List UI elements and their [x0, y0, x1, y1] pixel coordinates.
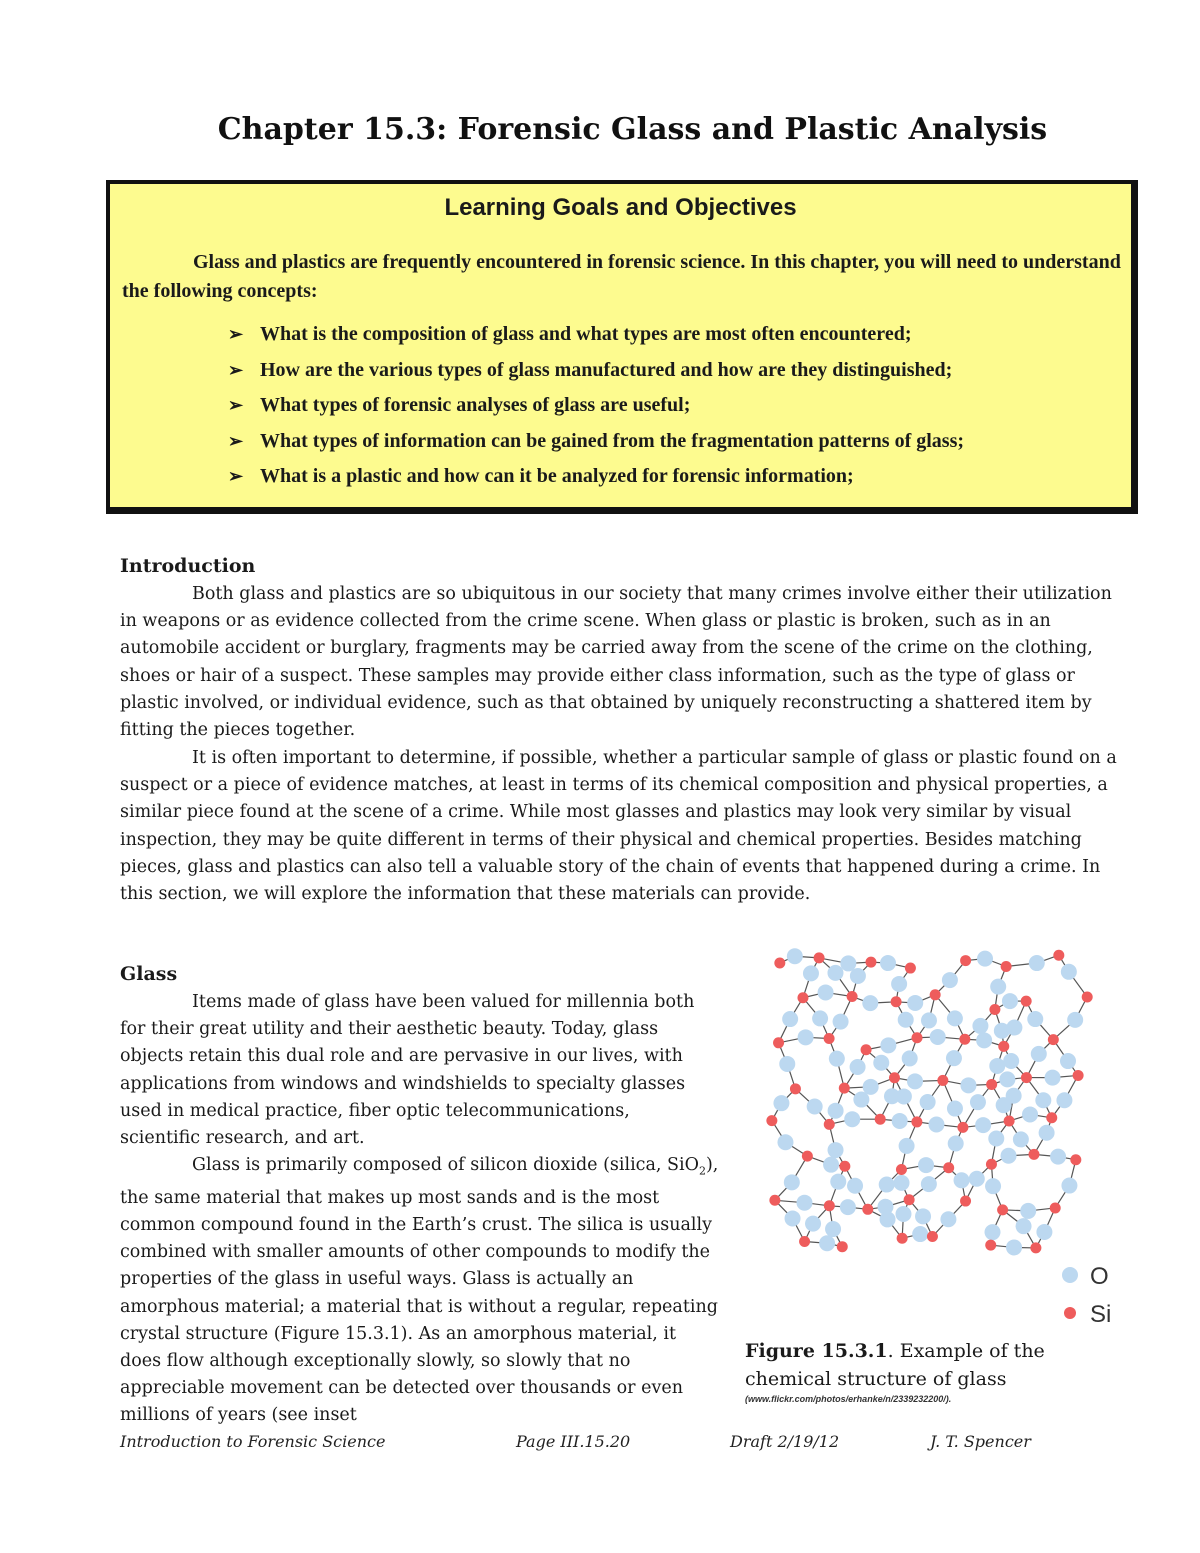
oxygen-atom [850, 968, 866, 984]
oxygen-atom [828, 1142, 844, 1158]
oxygen-atom [907, 1073, 923, 1089]
silicon-atom [1073, 1070, 1084, 1081]
silicon-atom [799, 1236, 810, 1247]
oxygen-atom [975, 1117, 991, 1133]
oxygen-atom [1027, 1011, 1043, 1027]
oxygen-atom [1061, 1178, 1077, 1194]
silicon-atom [875, 1114, 886, 1125]
oxygen-atom [805, 1216, 821, 1232]
footer-book-title: Introduction to Forensic Science [120, 1432, 386, 1451]
silicon-atom [1046, 1112, 1057, 1123]
oxygen-atom [873, 1055, 889, 1071]
silicon-atom [905, 963, 916, 974]
silicon-atom [1028, 1149, 1039, 1160]
oxygen-atom [1035, 1092, 1051, 1108]
oxygen-atom [989, 1058, 1005, 1074]
silicon-atom [930, 989, 941, 1000]
oxygen-atom [829, 1051, 845, 1067]
arrow-bullet-icon: ➢ [228, 466, 244, 486]
silicon-atom [1048, 1034, 1059, 1045]
oxygen-atom [844, 1111, 860, 1127]
introduction-paragraph-1: Both glass and plastics are so ubiquitous in our society that many crimes involve either their utilization in weapons or as evidence collected from the crime scene. When glass or plastic is broken, such as in an automobile accident or burglary, fragments may be carried away from the scene of the crime on the clothing, shoes or hair of a suspect. These samples may provide either class information, such as the type of glass or plastic involved, or individual evidence, such as that obtained by uniquely reconstructing a shattered item by fitting the pieces together. [120, 584, 1112, 741]
silicon-atom [1053, 950, 1064, 961]
oxygen-atom [1050, 1149, 1066, 1165]
oxygen-atom [946, 1050, 962, 1066]
oxygen-atom [977, 951, 993, 967]
oxygen-atom [915, 1208, 931, 1224]
silicon-atom [897, 1233, 908, 1244]
figure-source-url: (www.flickr.com/photos/erhanke/n/2339232200/). [745, 1394, 952, 1404]
oxygen-atom [990, 979, 1006, 995]
silicon-atom [773, 1037, 784, 1048]
oxygen-atom [999, 1071, 1015, 1087]
oxygen-atom [960, 1077, 976, 1093]
silicon-atom [1082, 992, 1093, 1003]
silicon-atom [1021, 1072, 1032, 1083]
silicon-atom [997, 1204, 1008, 1215]
oxygen-atom [921, 1176, 937, 1192]
oxygen-atom [969, 1171, 985, 1187]
oxygen-atom [892, 1113, 908, 1129]
silicon-atom [790, 1083, 801, 1094]
silicon-atom [985, 1240, 996, 1251]
silicon-atom [989, 1004, 1000, 1015]
oxygen-atom [970, 1094, 986, 1110]
oxygen-atom [898, 1012, 914, 1028]
oxygen-atom [1022, 1106, 1038, 1122]
oxygen-atom [899, 1138, 915, 1154]
silicon-atom [1050, 1202, 1061, 1213]
oxygen-atom [1036, 1224, 1052, 1240]
oxygen-atom [976, 1032, 992, 1048]
footer-page-number: Page III.15.20 [516, 1432, 631, 1451]
glass-paragraph-1: Items made of glass have been valued for millennia both for their great utility and their aesthetic beauty. Today, glass objects retain this dual role and are pervasive in our lives, with applications from windows and windshields to specialty glasses used in medical practice, fiber optic telecommunications, scientific research, and art. [120, 992, 695, 1149]
oxygen-atom [828, 1103, 844, 1119]
glass-structure-figure [750, 934, 1150, 1339]
oxygen-atom [896, 1088, 912, 1104]
silicon-atom [769, 1195, 780, 1206]
oxygen-atom [1006, 1020, 1022, 1036]
oxygen-atom [912, 1226, 928, 1242]
silicon-atom [1070, 1154, 1081, 1165]
silicon-atom [837, 1241, 848, 1252]
silicon-atom [862, 1204, 873, 1215]
arrow-bullet-icon: ➢ [228, 324, 244, 344]
silicon-atom [998, 1041, 1009, 1052]
goals-intro: Glass and plastics are frequently encountered in forensic science. In this chapter, you will need to understand the following concepts: [122, 251, 1121, 302]
oxygen-atom [840, 1199, 856, 1215]
silicon-atom [814, 952, 825, 963]
oxygen-atom [947, 1010, 963, 1026]
silicon-atom [839, 1083, 850, 1094]
oxygen-atom [1061, 964, 1077, 980]
oxygen-atom [785, 1210, 801, 1226]
silicon-atom [824, 1119, 835, 1130]
introduction-heading: Introduction [120, 555, 256, 577]
oxygen-atom [818, 984, 834, 1000]
oxygen-atom [879, 1177, 895, 1193]
oxygen-atom [863, 1079, 879, 1095]
oxygen-atom [782, 1011, 798, 1027]
oxygen-atom [928, 1117, 944, 1133]
oxygen-atom [1006, 1239, 1022, 1255]
oxygen-atom [798, 1029, 814, 1045]
oxygen-atom [1013, 1131, 1029, 1147]
oxygen-atom [948, 1136, 964, 1152]
goal-item: ➢ How are the various types of glass manufactured and how are they distinguished; [228, 355, 964, 391]
chapter-title: Chapter 15.3: Forensic Glass and Plastic Analysis [217, 112, 1048, 147]
silicon-atom [943, 1162, 954, 1173]
oxygen-atom [940, 1211, 956, 1227]
oxygen-atom [921, 1012, 937, 1028]
silicon-atom [774, 957, 785, 968]
silicon-atom [802, 1151, 813, 1162]
oxygen-atom [880, 1211, 896, 1227]
learning-goals-box [106, 180, 1138, 514]
oxygen-atom [830, 1174, 846, 1190]
silicon-atom [865, 957, 876, 968]
silicon-atom [1021, 996, 1032, 1007]
oxygen-atom [773, 1095, 789, 1111]
silicon-atom [986, 1159, 997, 1170]
oxygen-atom [1060, 1053, 1076, 1069]
oxygen-atom [972, 1018, 988, 1034]
footer-draft-date: Draft 2/19/12 [730, 1432, 840, 1451]
oxygen-legend-swatch [1062, 1267, 1078, 1283]
silicon-atom [889, 1072, 900, 1083]
oxygen-atom [947, 1101, 963, 1117]
oxygen-atom [895, 1206, 911, 1222]
oxygen-atom [862, 995, 878, 1011]
silicon-atom [1004, 1116, 1015, 1127]
introduction-paragraph-2: It is often important to determine, if possible, whether a particular sample of glass or plastic found on a suspect or a piece of evidence matches, at least in terms of its chemical composition and physical properties, a similar piece found at the scene of a crime. While most glasses and plastics may look very similar by visual inspection, they may be quite different in terms of their physical and chemical properties. Besides matching pieces, glass and plastics can also tell a valuable story of the chain of events that happened during a crime. In this section, we will explore the information that these materials can provide. [120, 748, 1117, 905]
silicon-atom [927, 1231, 938, 1242]
oxygen-atom [985, 1224, 1001, 1240]
silicon-atom [797, 992, 808, 1003]
oxygen-atom [1006, 1088, 1022, 1104]
oxygen-atom [823, 1157, 839, 1173]
silicon-atom [959, 1034, 970, 1045]
silicon-atom [937, 1075, 948, 1086]
oxygen-atom [797, 1195, 813, 1211]
oxygen-atom [907, 995, 923, 1011]
oxygen-atom [1016, 1218, 1032, 1234]
oxygen-atom [1020, 1203, 1036, 1219]
silicon-atom [847, 991, 858, 1002]
oxygen-atom [954, 1172, 970, 1188]
oxygen-atom [902, 1050, 918, 1066]
goal-item: ➢ What types of forensic analyses of glass are useful; [228, 390, 964, 426]
silicon-atom [957, 1122, 968, 1133]
oxygen-atom [1029, 955, 1045, 971]
figure-caption: Figure 15.3.1. Example of the chemical structure of glass [745, 1340, 1045, 1390]
glass-structure-diagram [750, 934, 1150, 1339]
silicon-atom [896, 1164, 907, 1175]
oxygen-atom [833, 1014, 849, 1030]
silicon-atom [1001, 961, 1012, 972]
oxygen-atom [918, 1157, 934, 1173]
oxygen-atom [827, 965, 843, 981]
glass-paragraph-2: Glass is primarily composed of silicon dioxide (silica, SiO$_2$), the same material that makes up most sands and is the most common compound found in the Earth’s crust. The silica is usually combined with smaller amounts of other compounds to modify the properties of the glass in useful ways. Glass is actually an amorphous material; a material that is without a regular, repeating crystal structure (Figure 15.3.1). As an amorphous material, it does flow although exceptionally slowly, so slowly that no appreciable movement can be detected over thousands or even millions of years (see inset [120, 1155, 719, 1426]
oxygen-atom [880, 1037, 896, 1053]
oxygen-atom [779, 1056, 795, 1072]
goal-item: ➢ What types of information can be gained from the fragmentation patterns of glass; [228, 426, 964, 462]
goal-item: ➢ What is a plastic and how can it be analyzed for forensic information; [228, 461, 964, 497]
oxygen-atom [784, 1174, 800, 1190]
oxygen-atom [825, 1221, 841, 1237]
oxygen-atom [920, 1094, 936, 1110]
silicon-atom [912, 1032, 923, 1043]
oxygen-atom [803, 965, 819, 981]
oxygen-atom [942, 972, 958, 988]
silicon-atom [839, 1161, 850, 1172]
silicon-atom [960, 955, 971, 966]
oxygen-legend-label: O [1090, 1263, 1109, 1290]
oxygen-atom [1045, 1070, 1061, 1086]
oxygen-atom [812, 1010, 828, 1026]
oxygen-atom [1056, 1092, 1072, 1108]
oxygen-atom [988, 1131, 1004, 1147]
silicon-atom [911, 1116, 922, 1127]
glass-heading: Glass [120, 963, 178, 985]
oxygen-atom [850, 1059, 866, 1075]
oxygen-atom [985, 1178, 1001, 1194]
silicon-atom [960, 1196, 971, 1207]
silicon-atom [1030, 1242, 1041, 1253]
oxygen-atom [1003, 1053, 1019, 1069]
footer-author: J. T. Spencer [930, 1432, 1031, 1451]
oxygen-atom [1001, 1148, 1017, 1164]
oxygen-atom [1039, 1125, 1055, 1141]
oxygen-atom [819, 1235, 835, 1251]
oxygen-atom [853, 1092, 869, 1108]
silicon-atom [766, 1115, 777, 1126]
oxygen-atom [1031, 1046, 1047, 1062]
oxygen-atom [891, 976, 907, 992]
arrow-bullet-icon: ➢ [228, 395, 244, 415]
silicon-atom [824, 1033, 835, 1044]
oxygen-atom [787, 948, 803, 964]
oxygen-atom [847, 1178, 863, 1194]
silicon-atom [824, 1200, 835, 1211]
goals-list [228, 319, 964, 497]
goal-item: ➢ What is the composition of glass and what types are most often encountered; [228, 319, 964, 355]
oxygen-atom [930, 1029, 946, 1045]
oxygen-atom [880, 955, 896, 971]
silicon-legend-swatch [1064, 1307, 1076, 1319]
arrow-bullet-icon: ➢ [228, 359, 244, 380]
oxygen-atom [777, 1134, 793, 1150]
goals-heading: Learning Goals and Objectives [444, 194, 797, 221]
arrow-bullet-icon: ➢ [228, 430, 244, 451]
silicon-legend-label: Si [1090, 1301, 1112, 1328]
silicon-atom [861, 1044, 872, 1055]
oxygen-atom [894, 1175, 910, 1191]
silicon-atom [986, 1079, 997, 1090]
silicon-atom [891, 996, 902, 1007]
oxygen-atom [807, 1099, 823, 1115]
silicon-atom [904, 1194, 915, 1205]
oxygen-atom [1067, 1012, 1083, 1028]
oxygen-atom [1002, 993, 1018, 1009]
